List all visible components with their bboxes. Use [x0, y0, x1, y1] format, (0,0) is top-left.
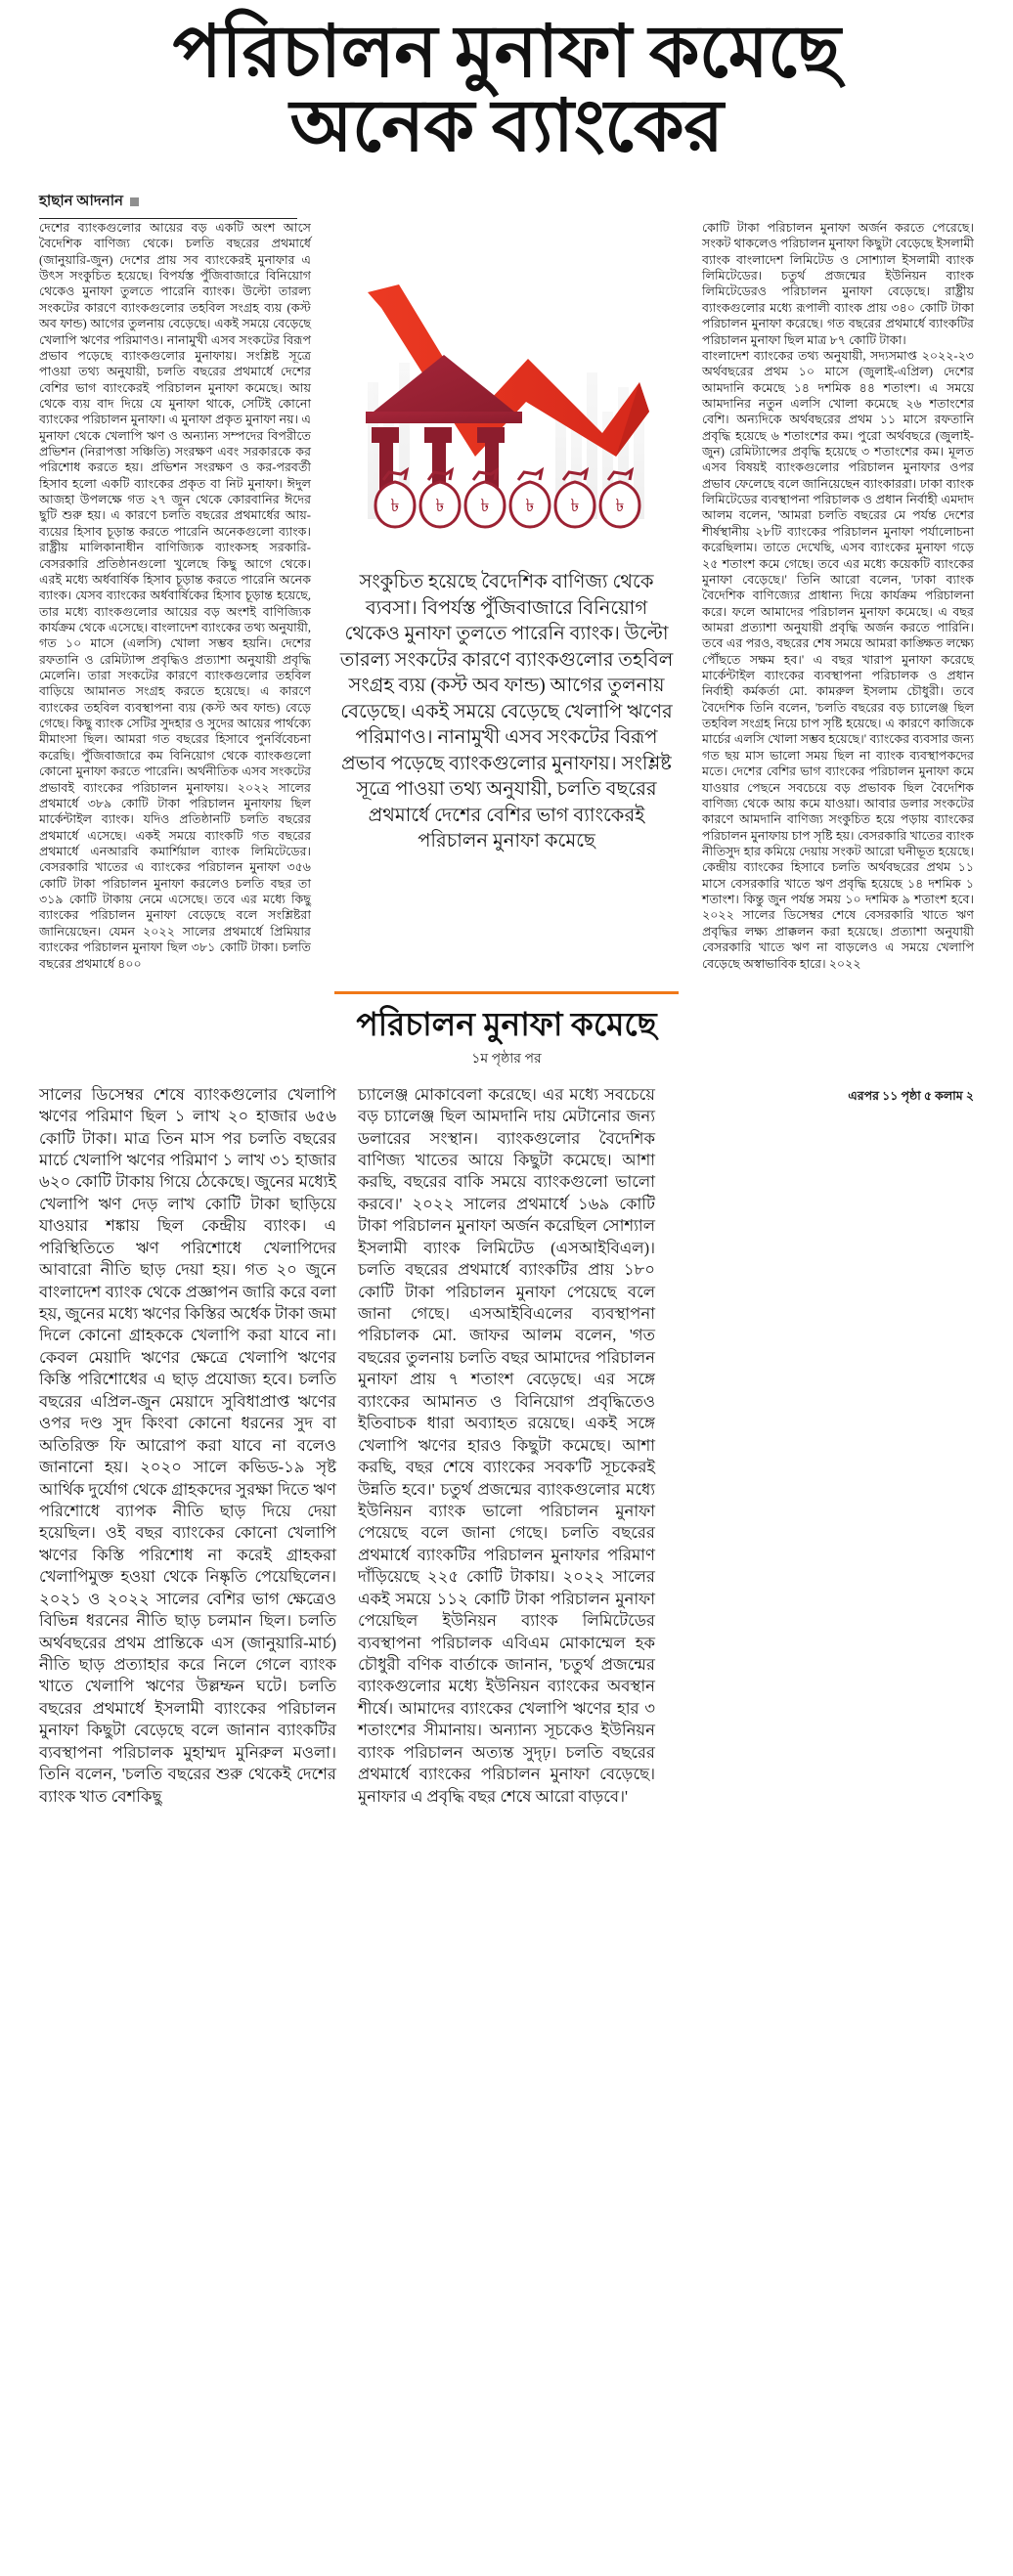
headline-line-2: অনেক ব্যাংকের: [289, 86, 724, 167]
page-headline: [39, 13, 974, 167]
bottom-column-1: [39, 1084, 336, 1808]
bag-currency-2: ৳: [435, 495, 445, 515]
top-left-body: দেশের ব্যাংকগুলোর আয়ের বড় একটি অংশ আসে বৈদেশিক বাণিজ্য থেকে। চলতি বছরের প্রথমার্ধে (জানুয়ারি-জুন) দেশের প্রায় সব ব্যাংকেরই মুনাফার এ উৎস সংকুচিত হয়েছে। বিপর্যস্ত পুঁজিবাজারে বিনিয়োগ থেকেও মুনাফা তুলতে পারেনি ব্যাংক। উল্টো তারল্য সংকটের কারণে ব্যাংকগুলোর তহবিল সংগ্রহ ব্যয় (কস্ট অব ফান্ড) আগের তুলনায় বেড়েছে। একই সময়ে বেড়েছে খেলাপি ঋণের পরিমাণও। নানামুখী এসব সংকটের বিরূপ প্রভাব পড়েছে ব্যাংকগুলোর মুনাফায়। সংশ্লিষ্ট সূত্রে পাওয়া তথ্য অনুযায়ী, চলতি বছরের প্রথমার্ধে দেশের বেশির ভাগ ব্যাংকেরই পরিচালন মুনাফা কমেছে। আয় থেকে ব্যয় বাদ দিয়ে যে মুনাফা থাকে, সেটিই কোনো ব্যাংকের পরিচালন মুনাফা। এ মুনাফা প্রকৃত মুনাফা নয়। এ মুনাফা থেকে খেলাপি ঋণ ও অন্যান্য সম্পদের বিপরীতে প্রভিশন (নিরাপত্তা সঞ্চিতি) সংরক্ষণ এবং সরকারকে কর পরিশোধ করতে হয়। প্রভিশন সংরক্ষণ ও কর-পরবর্তী হিসাব হলো একটি ব্যাংকের প্রকৃত বা নিট মুনাফা। ঈদুল আজহা উপলক্ষে গত ২৭ জুন থেকে কোরবানির ঈদের ছুটি শুরু হয়। এ কারণে চলতি বছরের প্রথমার্ধের আয়-ব্যয়ের হিসাব চূড়ান্ত করতে পারেনি অনেকগুলো ব্যাংক। রাষ্ট্রীয় মালিকানাধীন বাণিজ্যিক ব্যাংকসহ সরকারি-বেসরকারি প্রতিষ্ঠানগুলো খুলেছে কিছু আগে থেকে। এরই মধ্যে অর্ধবার্ষিক হিসাব চূড়ান্ত করতে পারেনি অনেক ব্যাংক। যেসব ব্যাংকের অর্ধবার্ষিকের হিসাব চূড়ান্ত হয়েছে, তার মধ্যে ব্যাংকগুলোর আয়ের বড় অংশই বাণিজ্যিক কার্যক্রম থেকে এসেছে। বাংলাদেশ ব্যাংকের তথ্য অনুযায়ী, গত ১০ মাসে (এলসি) খোলা সম্ভব হয়নি। দেশের রফতানি ও রেমিট্যান্স প্রবৃদ্ধিও প্রত্যাশা অনুযায়ী প্রবৃদ্ধি মেলেনি। তারা সংকটের কারণে ব্যাংকগুলোর তহবিল বাড়িয়ে আমানত সংগ্রহ করতে হয়েছে। এ কারণে ব্যাংকের তহবিল ব্যবস্থাপনা ব্যয় (কস্ট অব ফান্ড) বেড়ে গেছে। কিছু ব্যাংক সেটির সুদহার ও সুদের আয়ের পার্থক্যে মীমাংসা ছিল। আমরা গত বছরের হিসাবে পুনর্বিবেচনা করেছি। পুঁজিবাজারে কম বিনিয়োগ থেকে ব্যাংকগুলো কোনো মুনাফা করতে পারেনি। অর্থনীতিক এসব সংকটের প্রভাবই ব্যাংকের পরিচালন মুনাফায়। ২০২২ সালের প্রথমার্ধে ৩৮৯ কোটি টাকা পরিচালন মুনাফায় ছিল মার্কেন্টাইল ব্যাংক। যদিও প্রতিষ্ঠানটি চলতি বছরের প্রথমার্ধে এসেছে। একই সময়ে ব্যাংকটি গত বছরের প্রথমার্ধে এনআরবি কমার্শিয়াল ব্যাংক লিমিটেডের। বেসরকারি খাতের এ ব্যাংকের পরিচালন মুনাফা ৩৫৬ কোটি টাকা পরিচালন মুনাফা করলেও চলতি বছর তা ৩১৯ কোটি টাকায় নেমে এসেছে। তবে এর মধ্যে কিছু ব্যাংকের পরিচালন মুনাফা বেড়েছে বলে সংশ্লিষ্টরা জানিয়েছেন। যেমন ২০২২ সালের প্রথমার্ধে প্রিমিয়ার ব্যাংকের পরিচালন মুনাফা ছিল ৩৮১ কোটি টাকা। চলতি বছরের প্রথমার্ধে ৪০০: [39, 220, 311, 971]
top-right-body: বাংলাদেশ ব্যাংকের তথ্য অনুযায়ী, সদ্যসমাপ্ত ২০২২-২৩ অর্থবছরের প্রথম ১০ মাসে (জুলাই-এপ্রিল) দেশের আমদানি কমেছে ১৪ দশমিক ৪৪ শতাংশ। এ সময়ে আমদানির নতুন এলসি খোলা কমেছে ২৬ শতাংশের বেশি। অন্যদিকে অর্থবছরের প্রথম ১১ মাসে রফতানি প্রবৃদ্ধি হয়েছে ৬ শতাংশের কম। পুরো অর্থবছরে (জুলাই-জুন) রেমিট্যান্সের প্রবৃদ্ধি হয়েছে ৩ শতাংশের কম। মূলত এসব বিষয়ই ব্যাংকগুলোর পরিচালন মুনাফার ওপর প্রভাব ফেলেছে বলে জানিয়েছেন ব্যাংকাররা। ঢাকা ব্যাংক লিমিটেডের ব্যবস্থাপনা পরিচালক ও প্রধান নির্বাহী এমদাদ আলম বলেন, 'আমরা চলতি বছরের মে পর্যন্ত দেশের শীর্ষস্থানীয় ২৮টি ব্যাংকের পরিচালন মুনাফা পর্যালোচনা করেছিলাম। তাতে দেখেছি, এসব ব্যাংকের মুনাফা গড়ে ২৫ শতাংশ কমে গেছে। তবে এর মধ্যে কয়েকটি ব্যাংকের মুনাফা বেড়েছে।' তিনি আরো বলেন, 'ঢাকা ব্যাংক বৈদেশিক বাণিজ্যের প্রাধান্য দিয়ে কার্যক্রম পরিচালনা করে। ফলে আমাদের পরিচালন মুনাফা কমেছে। এ বছর আমরা প্রত্যাশা অনুযায়ী প্রবৃদ্ধি অর্জন করতে পারিনি। তবে এর পরও, বছরের শেষ সময়ে আমরা কাঙ্ক্ষিত লক্ষ্যে পৌঁছতে সক্ষম হব।' এ বছর খারাপ মুনাফা করেছে মার্কেন্টাইল ব্যাংকের ব্যবস্থাপনা পরিচালক ও প্রধান নির্বাহী কর্মকর্তা মো. কামরুল ইসলাম চৌধুরী। তবে বৈদেশিক তিনি বলেন, 'চলতি বছরের বড় চ্যালেঞ্জ ছিল তহবিল সংগ্রহ নিয়ে চাপ সৃষ্টি হয়েছে। এ কারণে কাজিকে মার্চের এলসি খোলা সম্ভব হয়েছে।' ব্যাংকের ব্যবসার জন্য গত ছয় মাস ভালো সময় ছিল না ব্যাংক ব্যবস্থাপকদের মতে। দেশের বেশির ভাগ ব্যাংকের পরিচালন মুনাফা কমে যাওয়ার পেছনে সবচেয়ে বড় প্রভাবক ছিল বৈদেশিক বাণিজ্য থেকে আয় কমে যাওয়া। আবার ডলার সংকটের কারণে আমদানি বাণিজ্য সংকুচিত হয়ে পড়ায় ব্যাংকের পরিচালন মুনাফায় চাপ সৃষ্টি হয়। বেসরকারি খাতের ব্যাংক নীতিসুদ হার কমিয়ে দেয়ায় সংকট আরো ঘনীভূত হয়েছে। কেন্দ্রীয় ব্যাংকের হিসাবে চলতি অর্থবছরের প্রথম ১১ মাসে বেসরকারি খাতে ঋণ প্রবৃদ্ধি হয়েছে ১৪ দশমিক ১ শতাংশ। কিন্তু জুন পর্যন্ত সময় ১০ দশমিক ৯ শতাংশ হবে। ২০২২ সালের ডিসেম্বর শেষে বেসরকারি খাতে ঋণ প্রবৃদ্ধির লক্ষ্য প্রাক্কলন করা হয়েছে। প্রত্যাশা অনুযায়ী বেসরকারি খাতে ঋণ না বাড়লেও এ সময়ে খেলাপি বেড়েছে অস্বাভাবিক হারে। ২০২২: [702, 348, 974, 971]
bottom-column-3: [677, 1084, 974, 1105]
money-bags-icon: [375, 470, 639, 527]
orange-divider: [334, 991, 679, 995]
jump-subline: ১ম পৃষ্ঠার পর: [471, 1051, 542, 1067]
top-column-grid: [39, 220, 974, 972]
bottom-column-grid: [39, 1084, 974, 1808]
figure-caption: সংকুচিত হয়েছে বৈদেশিক বাণিজ্য থেকে ব্যবসা। বিপর্যস্ত পুঁজিবাজারে বিনিয়োগ থেকেও মুনাফা তুলতে পারেনি ব্যাংক। উল্টো তারল্য সংকটের কারণে ব্যাংকগুলোর তহবিল সংগ্রহ ব্যয় (কস্ট অব ফান্ড) আগের তুলনায় বেড়েছে। একই সময়ে বেড়েছে খেলাপি ঋণের পরিমাণও। নানামুখী এসব সংকটের বিরূপ প্রভাব পড়েছে ব্যাংকগুলোর মুনাফায়। সংশ্লিষ্ট সূত্রে পাওয়া তথ্য অনুযায়ী, চলতি বছরের প্রথমার্ধে দেশের বেশির ভাগ ব্যাংকেরই পরিচালন মুনাফা কমেছে: [339, 571, 674, 852]
byline-divider: [39, 218, 297, 219]
infographic-svg: [332, 265, 681, 558]
bag-currency-4: ৳: [525, 495, 535, 515]
section-separator-wrap: [39, 991, 974, 995]
byline: [39, 190, 311, 218]
declining-arrow-icon: [368, 284, 649, 457]
declining-profit-infographic: [332, 265, 681, 558]
bottom-col1-body: সালের ডিসেম্বর শেষে ব্যাংকগুলোর খেলাপি ঋণের পরিমাণ ছিল ১ লাখ ২০ হাজার ৬৫৬ কোটি টাকা। মাত্র তিন মাস পর চলতি বছরের মার্চে খেলাপি ঋণের পরিমাণ ১ লাখ ৩১ হাজার ৬২০ কোটি টাকায় গিয়ে ঠেকেছে। জুনের মধ্যেই খেলাপি ঋণ দেড় লাখ কোটি টাকা ছাড়িয়ে যাওয়ার শঙ্কায় ছিল কেন্দ্রীয় ব্যাংক। এ পরিস্থিতিতে ঋণ পরিশোধে খেলাপিদের আবারো নীতি ছাড় দেয়া হয়। গত ২০ জুনে বাংলাদেশ ব্যাংক থেকে প্রজ্ঞাপন জারি করে বলা হয়, জুনের মধ্যে ঋণের কিস্তির অর্ধেক টাকা জমা দিলে কোনো গ্রাহককে খেলাপি করা যাবে না। কেবল মেয়াদি ঋণের ক্ষেত্রে খেলাপি ঋণের কিস্তি পরিশোধের এ ছাড় প্রযোজ্য হবে। চলতি বছরের এপ্রিল-জুন মেয়াদে সুবিধাপ্রাপ্ত ঋণের ওপর দণ্ড সুদ কিংবা কোনো ধরনের সুদ বা অতিরিক্ত ফি আরোপ করা যাবে না বলেও জানানো হয়। ২০২০ সালে কভিড-১৯ সৃষ্ট আর্থিক দুর্যোগ থেকে গ্রাহকদের সুরক্ষা দিতে ঋণ পরিশোধে ব্যাপক নীতি ছাড় দিয়ে দেয়া হয়েছিল। ওই বছর ব্যাংকের কোনো খেলাপি ঋণের কিস্তি পরিশোধ না করেই গ্রাহকরা খেলাপিমুক্ত হওয়া থেকে নিষ্কৃতি পেয়েছিলেন। ২০২১ ও ২০২২ সালের বেশির ভাগ ক্ষেত্রেও বিভিন্ন ধরনের নীতি ছাড় চলমান ছিল। চলতি অর্থবছরের প্রথম প্রান্তিকে এস (জানুয়ারি-মার্চ) নীতি ছাড় প্রত্যাহার করে নিলে গেলে ব্যাংক খাতে খেলাপি ঋণের উল্লম্ফন ঘটে। চলতি বছরের প্রথমার্ধে ইসলামী ব্যাংকের পরিচালন মুনাফা কিছুটা বেড়েছে বলে জানান ব্যাংকটির ব্যবস্থাপনা পরিচালক মুহাম্মদ মুনিরুল মওলা। তিনি বলেন, 'চলতি বছরের শুরু থেকেই দেশের ব্যাংক খাত বেশকিছু: [39, 1084, 336, 1806]
headline-line-1: পরিচালন মুনাফা কমেছে: [172, 13, 841, 93]
byline-author: হাছান আদনান: [39, 193, 124, 209]
jump-headline: পরিচালন মুনাফা কমেছে: [356, 1008, 657, 1044]
top-column-middle: [332, 220, 681, 855]
top-column-left: [39, 220, 311, 972]
bottom-col2-body: চ্যালেঞ্জ মোকাবেলা করেছে। এর মধ্যে সবচেয়ে বড় চ্যালেঞ্জ ছিল আমদানি দায় মেটানোর জন্য ডলারের সংস্থান। ব্যাংকগুলোর বৈদেশিক বাণিজ্য খাতের আয়ে কিছুটা কমেছে। আশা করছি, বছরের বাকি সময়ে ব্যাংকগুলো ভালো করবে।' ২০২২ সালের প্রথমার্ধে ১৬৯ কোটি টাকা পরিচালন মুনাফা অর্জন করেছিল সোশ্যাল ইসলামী ব্যাংক লিমিটেড (এসআইবিএল)। চলতি বছরের প্রথমার্ধে ব্যাংকটির প্রায় ১৮০ কোটি টাকা পরিচালন মুনাফা পেয়েছে বলে জানা গেছে। এসআইবিএলের ব্যবস্থাপনা পরিচালক মো. জাফর আলম বলেন, 'গত বছরের তুলনায় চলতি বছর আমাদের পরিচালন মুনাফা প্রায় ৭ শতাংশ বেড়েছে। এর সঙ্গে ব্যাংকের আমানত ও বিনিয়োগ প্রবৃদ্ধিতেও ইতিবাচক ধারা অব্যাহত রয়েছে। একই সঙ্গে খেলাপি ঋণের হারও কিছুটা কমেছে। আশা করছি, বছর শেষে ব্যাংকের সবক'টি সূচকেরই উন্নতি হবে।' চতুর্থ প্রজন্মের ব্যাংকগুলোর মধ্যে ইউনিয়ন ব্যাংক ভালো পরিচালন মুনাফা পেয়েছে বলে জানা গেছে। চলতি বছরের প্রথমার্ধে ব্যাংকটির পরিচালন মুনাফার পরিমাণ দাঁড়িয়েছে ২২৫ কোটি টাকায়। ২০২২ সালের একই সময়ে ১১২ কোটি টাকা পরিচালন মুনাফা পেয়েছিল ইউনিয়ন ব্যাংক লিমিটেডের ব্যবস্থাপনা পরিচালক এবিএম মোকাম্মেল হক চৌধুরী বণিক বার্তাকে জানান, 'চতুর্থ প্রজন্মের ব্যাংকগুলোর মধ্যে ইউনিয়ন ব্যাংকের অবস্থান শীর্ষে। আমাদের ব্যাংকের খেলাপি ঋণের হার ৩ শতাংশের সীমানায়। অন্যান্য সূচকেও ইউনিয়ন ব্যাংক পরিচালন অত্যন্ত সুদৃঢ়। চলতি বছরের প্রথমার্ধে ব্যাংকের পরিচালন মুনাফা বেড়েছে। মুনাফার এ প্রবৃদ্ধি বছর শেষে আরো বাড়বে।': [358, 1084, 655, 1806]
bag-currency-6: ৳: [615, 495, 625, 515]
continued-note: এরপর ১১ পৃষ্ঠা ৫ কলাম ২: [848, 1088, 974, 1103]
byline-block: [39, 190, 311, 219]
bag-currency-5: ৳: [570, 495, 580, 515]
bag-currency-3: ৳: [480, 495, 490, 515]
byline-square-icon: [130, 197, 139, 206]
bottom-column-2: [358, 1084, 655, 1808]
top-column-right: [702, 220, 974, 972]
bag-currency-1: ৳: [390, 495, 400, 515]
top-middle-body: কোটি টাকা পরিচালন মুনাফা অর্জন করতে পেরেছে। সংকট থাকলেও পরিচালন মুনাফা কিছুটা বেড়েছে ইসলামী ব্যাংক বাংলাদেশ লিমিটেড ও সোশ্যাল ইসলামী ব্যাংক লিমিটেডের। চতুর্থ প্রজন্মের ইউনিয়ন ব্যাংক লিমিটেডেরও পরিচালন মুনাফা বেড়েছে। রাষ্ট্রীয় ব্যাংকগুলোর মধ্যে রূপালী ব্যাংক প্রায় ৩৪০ কোটি টাকা পরিচালন মুনাফা করেছে। গত বছরের প্রথমার্ধে ব্যাংকটির পরিচালন মুনাফা ছিল মাত্র ৮৭ কোটি টাকা।: [702, 220, 975, 347]
